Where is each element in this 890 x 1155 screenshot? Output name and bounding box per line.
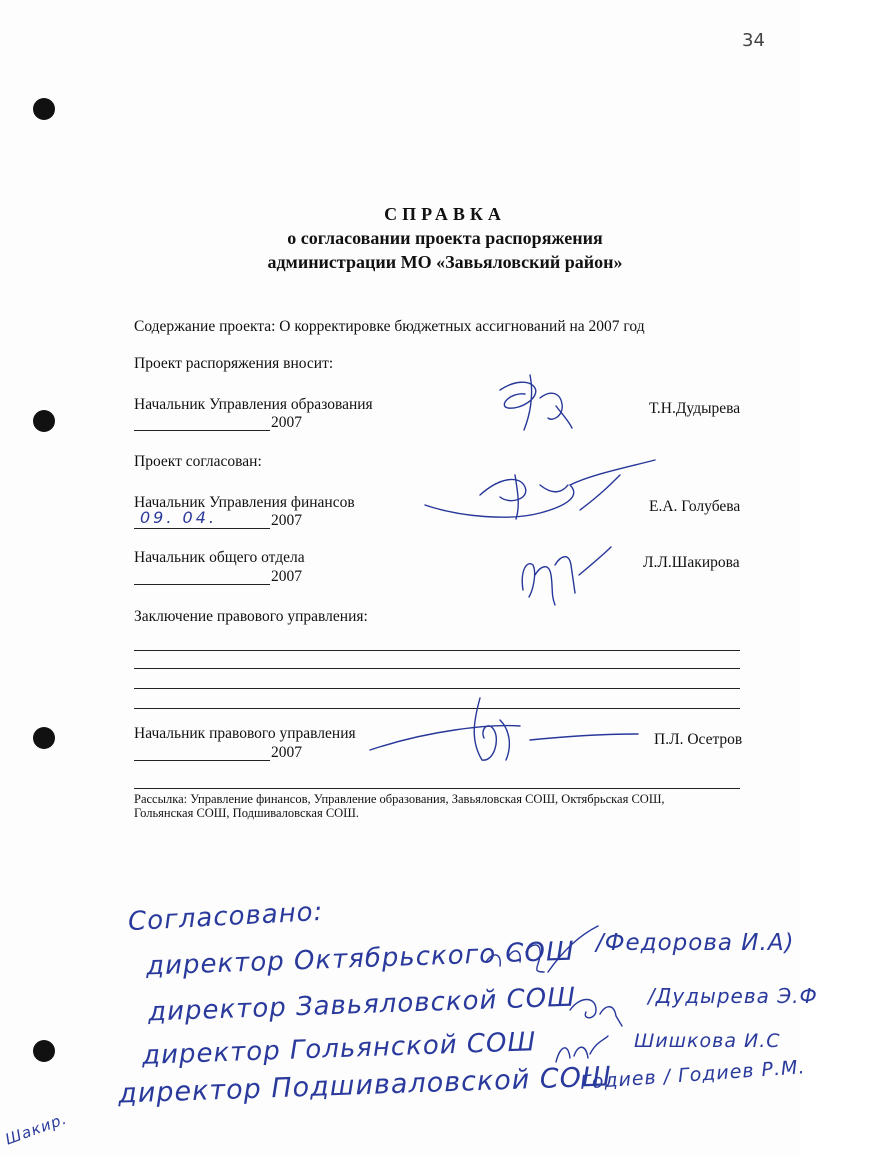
rule-line bbox=[134, 650, 740, 651]
rule-line bbox=[134, 668, 740, 669]
signature bbox=[420, 455, 660, 530]
signatory-position: Начальник правового управления bbox=[134, 725, 356, 742]
signatory-year: 2007 bbox=[271, 744, 302, 761]
submitted-by-label: Проект распоряжения вносит: bbox=[134, 355, 334, 372]
date-line bbox=[134, 528, 270, 529]
signature bbox=[490, 370, 580, 440]
signatory-position: Начальник Управления финансов bbox=[134, 494, 355, 511]
legal-label: Заключение правового управления: bbox=[134, 608, 368, 625]
page-number: 34 bbox=[742, 30, 765, 51]
approved-label: Проект согласован: bbox=[134, 453, 262, 470]
signatory-year: 2007 bbox=[271, 568, 302, 585]
signatory-year: 2007 bbox=[271, 414, 302, 431]
signatory-name: Т.Н.Дудырева bbox=[649, 400, 741, 417]
document-title: СПРАВКА bbox=[384, 204, 506, 224]
handwritten-date: 09. 04. bbox=[140, 508, 217, 527]
date-line bbox=[134, 760, 270, 761]
punch-hole bbox=[33, 410, 55, 432]
date-line bbox=[134, 430, 270, 431]
signature bbox=[566, 990, 626, 1030]
date-line bbox=[134, 584, 270, 585]
punch-hole bbox=[33, 1040, 55, 1062]
distribution-line-1: Рассылка: Управление финансов, Управление образования, Завьяловская СОШ, Октябрьская СОШ, bbox=[134, 792, 665, 806]
signatory-name: Е.А. Голубева bbox=[649, 498, 741, 515]
distribution-line-2: Гольянская СОШ, Подшиваловская СОШ. bbox=[134, 806, 359, 820]
signatory-year: 2007 bbox=[271, 512, 302, 529]
signature bbox=[482, 922, 602, 982]
handwritten-approved: Согласовано: bbox=[127, 896, 325, 938]
handwritten-line: директор Гольянской СОШ bbox=[141, 1027, 537, 1071]
signatory-position: Начальник Управления образования bbox=[134, 396, 373, 413]
handwritten-name: Годиев / Годиев Р.М. bbox=[579, 1056, 807, 1094]
signatory-position: Начальник общего отдела bbox=[134, 549, 305, 566]
punch-hole bbox=[33, 98, 55, 120]
margin-note: Шакир. bbox=[2, 1109, 70, 1149]
punch-hole bbox=[33, 727, 55, 749]
signature bbox=[370, 690, 640, 770]
rule-line bbox=[134, 688, 740, 689]
signature bbox=[552, 1032, 612, 1072]
handwritten-name: /Дудырева Э.Ф bbox=[648, 984, 818, 1008]
handwritten-name: /Федорова И.А) bbox=[596, 930, 795, 956]
content-line: Содержание проекта: О корректировке бюджетных ассигнований на 2007 год bbox=[134, 318, 645, 335]
document-subtitle-1: о согласовании проекта распоряжения bbox=[287, 228, 603, 248]
rule-line bbox=[134, 788, 740, 789]
signature bbox=[515, 535, 615, 610]
signatory-name: П.Л. Осетров bbox=[654, 731, 743, 748]
handwritten-line: директор Завьяловской СОШ bbox=[147, 982, 577, 1028]
signatory-name: Л.Л.Шакирова bbox=[643, 554, 740, 571]
handwritten-line: директор Октябрьского СОШ bbox=[145, 936, 576, 982]
document-subtitle-2: администрации МО «Завьяловский район» bbox=[267, 252, 623, 272]
handwritten-name: Шишкова И.С bbox=[634, 1030, 781, 1052]
handwritten-line: директор Подшиваловской СОШ bbox=[117, 1061, 613, 1110]
